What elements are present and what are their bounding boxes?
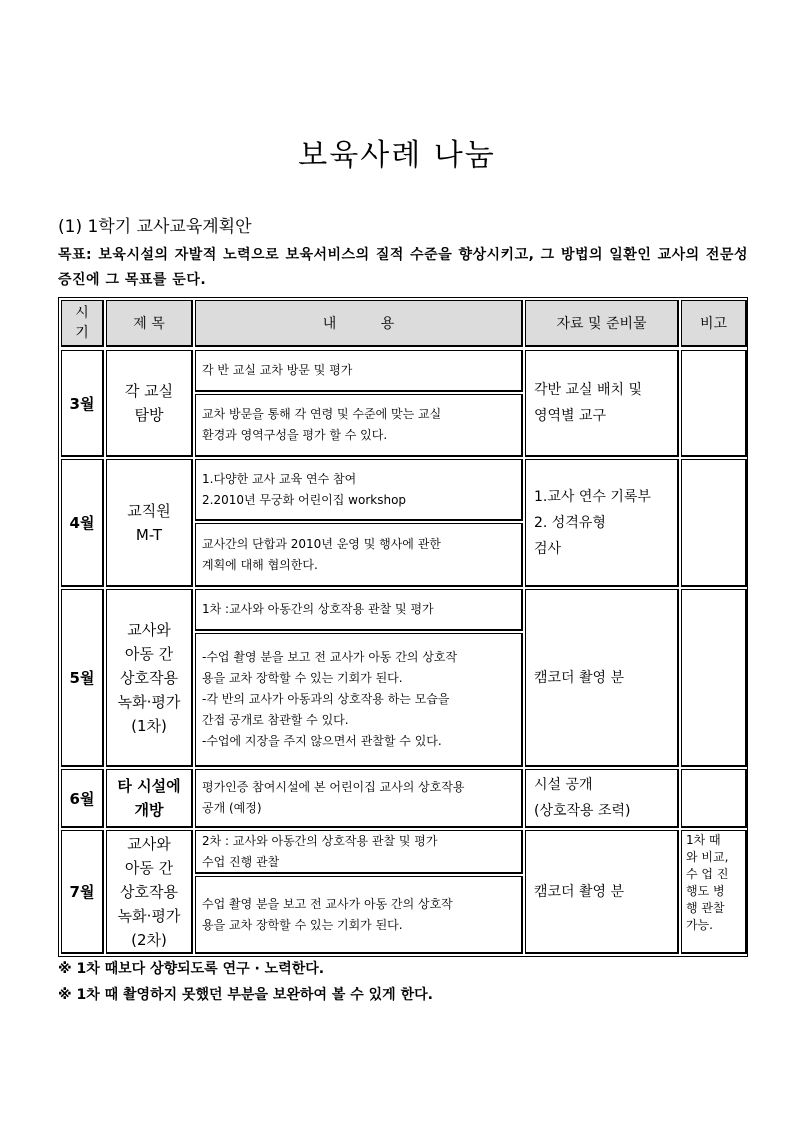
footnote: ※ 1차 때 촬영하지 못했던 부분을 보완하여 볼 수 있게 한다. [58, 987, 433, 1003]
row-subject: 타 시설에 개방 [106, 769, 193, 828]
row-subject: 교사와 아동 간 상호작용 녹화·평가 (2차) [106, 830, 193, 954]
header-materials: 자료 및 준비물 [525, 300, 679, 347]
row-notes [681, 769, 747, 828]
row-month: 6월 [61, 769, 104, 828]
row-materials: 1.교사 연수 기록부 2. 성격유형 검사 [525, 459, 679, 587]
header-subject: 제 목 [106, 300, 193, 347]
footnote: ※ 1차 때보다 상향되도록 연구 · 노력한다. [58, 961, 325, 977]
row-month: 4월 [61, 459, 104, 587]
row-content-primary: 각 반 교실 교차 방문 및 평가 [195, 350, 523, 392]
row-month: 3월 [61, 350, 104, 457]
row-subject: 교사와 아동 간 상호작용 녹화·평가 (1차) [106, 589, 193, 767]
row-notes [681, 350, 747, 457]
row-materials: 캠코더 촬영 분 [525, 589, 679, 767]
row-materials: 각반 교실 배치 및 영역별 교구 [525, 350, 679, 457]
row-materials: 캠코더 촬영 분 [525, 830, 679, 954]
row-content-primary: 2차 : 교사와 아동간의 상호작용 관찰 및 평가 수업 진행 관찰 [195, 830, 523, 874]
row-month: 7월 [61, 830, 104, 954]
section-heading: (1) 1학기 교사교육계획안 [58, 217, 252, 237]
row-content-primary: 1차 :교사와 아동간의 상호작용 관찰 및 평가 [195, 589, 523, 631]
row-notes [681, 589, 747, 767]
row-subject: 각 교실 탐방 [106, 350, 193, 457]
row-content-detail: -수업 촬영 분을 보고 전 교사가 아동 간의 상호작 용을 교차 장학할 수 있는 기회가 된다. -각 반의 교사가 아동과의 상호작용 하는 모습을 간접 공개로 참관할 수 있다. -수업에 지장을 주지 않으면서 관찰할 수 있다. [195, 633, 523, 767]
row-subject: 교직원 M-T [106, 459, 193, 587]
goal-text: 목표: 보육시설의 자발적 노력으로 보육서비스의 질적 수준을 향상시키고, 그 방법의 일환인 교사의 전문성 증진에 그 목표를 둔다. [58, 247, 748, 288]
training-plan-table [58, 297, 748, 957]
header-notes: 비고 [681, 300, 747, 347]
row-notes: 1차 때 와 비교, 수 업 진 행도 병 행 관찰 가능. [681, 830, 747, 954]
row-notes [681, 459, 747, 587]
header-content: 내 용 [195, 300, 523, 347]
row-content-detail: 교사간의 단합과 2010년 운영 및 행사에 관한 계획에 대해 협의한다. [195, 523, 523, 587]
row-content-primary: 평가인증 참여시설에 본 어린이집 교사의 상호작용 공개 (예정) [195, 769, 523, 828]
row-content-detail: 교차 방문을 통해 각 연령 및 수준에 맞는 교실 환경과 영역구성을 평가 할 수 있다. [195, 394, 523, 457]
row-month: 5월 [61, 589, 104, 767]
row-materials: 시설 공개 (상호작용 조력) [525, 769, 679, 828]
header-time: 시 기 [61, 300, 104, 347]
page-title: 보육사례 나눔 [298, 138, 496, 173]
row-content-primary: 1.다양한 교사 교육 연수 참여 2.2010년 무궁화 어린이집 workshop [195, 459, 523, 521]
row-content-detail: 수업 촬영 분을 보고 전 교사가 아동 간의 상호작 용을 교차 장학할 수 있는 기회가 된다. [195, 876, 523, 954]
